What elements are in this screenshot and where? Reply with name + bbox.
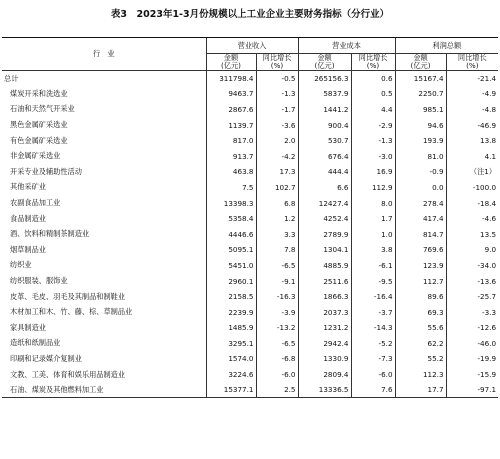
- revenue-growth-cell: 3.3: [256, 226, 298, 242]
- profit-amount-cell: 112.3: [395, 367, 446, 383]
- table-row: [2, 180, 498, 196]
- profit-header: 利润总额: [395, 38, 498, 54]
- profit-amount-cell: 94.6: [395, 117, 446, 133]
- profit-amount-cell: 2250.7: [395, 86, 446, 102]
- cost-growth-cell: 4.4: [351, 102, 395, 118]
- cost-amount-cell: 1231.2: [298, 320, 351, 336]
- cost-growth-cell: 7.6: [351, 382, 395, 398]
- cost-amount-cell: 530.7: [298, 133, 351, 149]
- revenue-growth-cell: -3.9: [256, 304, 298, 320]
- profit-amount-cell: -0.9: [395, 164, 446, 180]
- cost-amount-cell: 2037.3: [298, 304, 351, 320]
- profit-growth-cell: -4.8: [446, 102, 498, 118]
- profit-amount-cell: 112.7: [395, 273, 446, 289]
- revenue-growth-cell: 1.2: [256, 211, 298, 227]
- profit-amount-cell: 55.6: [395, 320, 446, 336]
- industry-name-cell: 开采专业及辅助性活动: [10, 166, 82, 176]
- revenue-amount-cell: 15377.1: [206, 382, 256, 398]
- cost-growth-cell: 112.9: [351, 180, 395, 196]
- profit-amount-cell: 62.2: [395, 336, 446, 352]
- financial-indicators-table: [2, 37, 498, 398]
- revenue-growth-cell: -3.6: [256, 117, 298, 133]
- cost-amount-cell: 6.6: [298, 180, 351, 196]
- profit-growth-cell: -4.6: [446, 211, 498, 227]
- cost-growth-cell: 1.7: [351, 211, 395, 227]
- cost-amount-cell: 676.4: [298, 148, 351, 164]
- industry-name-cell: 总计: [4, 73, 19, 83]
- revenue-growth-header: 同比增长 (%): [256, 54, 298, 71]
- cost-amount-cell: 2809.4: [298, 367, 351, 383]
- cost-growth-cell: 0.5: [351, 86, 395, 102]
- revenue-amount-cell: 1139.7: [206, 117, 256, 133]
- cost-growth-cell: 3.8: [351, 242, 395, 258]
- industry-name-cell: 烟草制品业: [10, 244, 46, 254]
- revenue-growth-cell: -4.2: [256, 148, 298, 164]
- cost-growth-cell: 1.0: [351, 226, 395, 242]
- revenue-growth-cell: -6.0: [256, 367, 298, 383]
- revenue-growth-cell: 6.8: [256, 195, 298, 211]
- cost-growth-cell: -6.0: [351, 367, 395, 383]
- table-row: [2, 382, 498, 398]
- profit-growth-cell: -13.6: [446, 273, 498, 289]
- profit-growth-cell: 9.0: [446, 242, 498, 258]
- table-row: [2, 164, 498, 180]
- cost-amount-cell: 12427.4: [298, 195, 351, 211]
- profit-growth-cell: -100.0: [446, 180, 498, 196]
- revenue-growth-cell: -13.2: [256, 320, 298, 336]
- cost-growth-cell: -14.3: [351, 320, 395, 336]
- profit-amount-cell: 89.6: [395, 289, 446, 305]
- table-row: [2, 258, 498, 274]
- revenue-amount-cell: 311798.4: [206, 71, 256, 87]
- cost-growth-cell: 0.6: [351, 71, 395, 87]
- revenue-amount-cell: 5451.0: [206, 258, 256, 274]
- cost-amount-cell: 2511.6: [298, 273, 351, 289]
- revenue-growth-cell: -6.5: [256, 258, 298, 274]
- industry-name-cell: 其他采矿业: [10, 182, 46, 192]
- industry-name-cell: 纺织服装、服饰业: [10, 276, 68, 286]
- table-row: [2, 289, 498, 305]
- table-row: [2, 86, 498, 102]
- cost-amount-cell: 1330.9: [298, 351, 351, 367]
- cost-growth-cell: -5.2: [351, 336, 395, 352]
- cost-amount-cell: 5837.9: [298, 86, 351, 102]
- cost-amount-header: 金额 (亿元): [298, 54, 351, 71]
- revenue-growth-cell: -9.1: [256, 273, 298, 289]
- profit-growth-cell: -15.9: [446, 367, 498, 383]
- table-title: 表3 2023年1-3月份规模以上工业企业主要财务指标（分行业）: [110, 9, 390, 20]
- revenue-growth-cell: -16.3: [256, 289, 298, 305]
- cost-growth-header: 同比增长 (%): [351, 54, 395, 71]
- table-row: [2, 117, 498, 133]
- profit-growth-cell: -4.9: [446, 86, 498, 102]
- table-row: [2, 211, 498, 227]
- revenue-growth-cell: 17.3: [256, 164, 298, 180]
- cost-amount-cell: 1304.1: [298, 242, 351, 258]
- profit-amount-cell: 769.6: [395, 242, 446, 258]
- profit-growth-cell: -21.4: [446, 71, 498, 87]
- table-row: [2, 71, 498, 87]
- profit-amount-cell: 81.0: [395, 148, 446, 164]
- revenue-header: 营业收入: [206, 38, 298, 54]
- revenue-amount-cell: 2960.1: [206, 273, 256, 289]
- revenue-amount-cell: 817.0: [206, 133, 256, 149]
- revenue-growth-cell: 102.7: [256, 180, 298, 196]
- table-row: [2, 195, 498, 211]
- cost-growth-cell: -7.3: [351, 351, 395, 367]
- revenue-amount-cell: 5095.1: [206, 242, 256, 258]
- table-row: [2, 320, 498, 336]
- profit-amount-cell: 193.9: [395, 133, 446, 149]
- industry-name-cell: 酒、饮料和精制茶制造业: [10, 229, 90, 239]
- profit-amount-cell: 55.2: [395, 351, 446, 367]
- cost-growth-cell: -16.4: [351, 289, 395, 305]
- revenue-amount-cell: 463.8: [206, 164, 256, 180]
- industry-name-cell: 煤炭开采和洗选业: [10, 88, 68, 98]
- revenue-amount-header: 金额 (亿元): [206, 54, 256, 71]
- cost-growth-cell: 8.0: [351, 195, 395, 211]
- industry-name-cell: 黑色金属矿采选业: [10, 120, 68, 130]
- cost-growth-cell: 16.9: [351, 164, 395, 180]
- industry-name-cell: 家具制造业: [10, 322, 46, 332]
- table-row: [2, 351, 498, 367]
- revenue-amount-cell: 1485.9: [206, 320, 256, 336]
- profit-growth-cell: -12.6: [446, 320, 498, 336]
- cost-amount-cell: 444.4: [298, 164, 351, 180]
- industry-name-cell: 食品制造业: [10, 213, 46, 223]
- revenue-growth-cell: -6.8: [256, 351, 298, 367]
- profit-growth-cell: 4.1: [446, 148, 498, 164]
- revenue-amount-cell: 7.5: [206, 180, 256, 196]
- cost-amount-cell: 1441.2: [298, 102, 351, 118]
- revenue-growth-cell: -1.7: [256, 102, 298, 118]
- industry-name-cell: 有色金属矿采选业: [10, 135, 68, 145]
- cost-amount-cell: 2942.4: [298, 336, 351, 352]
- table-body: [2, 71, 498, 398]
- industry-name-cell: 石油、煤炭及其他燃料加工业: [2, 382, 206, 398]
- revenue-amount-cell: 3224.6: [206, 367, 256, 383]
- revenue-growth-cell: -1.3: [256, 86, 298, 102]
- profit-amount-cell: 278.4: [395, 195, 446, 211]
- profit-growth-cell: 13.5: [446, 226, 498, 242]
- profit-growth-cell: -25.7: [446, 289, 498, 305]
- cost-growth-cell: -1.3: [351, 133, 395, 149]
- revenue-amount-cell: 5358.4: [206, 211, 256, 227]
- profit-amount-cell: 985.1: [395, 102, 446, 118]
- industry-name-cell: 木材加工和木、竹、藤、棕、草制品业: [10, 307, 133, 317]
- cost-growth-cell: -3.7: [351, 304, 395, 320]
- table-row: [2, 226, 498, 242]
- profit-growth-cell: -19.9: [446, 351, 498, 367]
- industry-name-cell: 非金属矿采选业: [10, 151, 61, 161]
- industry-name-cell: 印刷和记录媒介复制业: [10, 353, 82, 363]
- profit-amount-cell: 417.4: [395, 211, 446, 227]
- profit-growth-cell: -46.9: [446, 117, 498, 133]
- industry-name-cell: 纺织业: [10, 260, 32, 270]
- industry-name-cell: 农副食品加工业: [10, 198, 61, 208]
- profit-amount-cell: 123.9: [395, 258, 446, 274]
- profit-amount-header: 金额 (亿元): [395, 54, 446, 71]
- table-row: [2, 242, 498, 258]
- revenue-amount-cell: 3295.1: [206, 336, 256, 352]
- revenue-growth-cell: 7.8: [256, 242, 298, 258]
- industry-header: 行 业: [2, 38, 206, 71]
- revenue-amount-cell: 2158.5: [206, 289, 256, 305]
- revenue-growth-cell: -0.5: [256, 71, 298, 87]
- revenue-amount-cell: 2239.9: [206, 304, 256, 320]
- cost-amount-cell: 900.4: [298, 117, 351, 133]
- cost-amount-cell: 265156.3: [298, 71, 351, 87]
- table-row: [2, 304, 498, 320]
- industry-name-cell: 文教、工美、体育和娱乐用品制造业: [10, 369, 126, 379]
- cost-header: 营业成本: [298, 38, 395, 54]
- profit-amount-cell: 15167.4: [395, 71, 446, 87]
- table-row: [2, 367, 498, 383]
- table-row: [2, 148, 498, 164]
- revenue-growth-cell: -6.5: [256, 336, 298, 352]
- profit-growth-cell: -46.0: [446, 336, 498, 352]
- profit-amount-cell: 814.7: [395, 226, 446, 242]
- table-row: [2, 273, 498, 289]
- revenue-amount-cell: 13398.3: [206, 195, 256, 211]
- revenue-growth-cell: 2.0: [256, 133, 298, 149]
- cost-amount-cell: 4885.9: [298, 258, 351, 274]
- profit-growth-header: 同比增长 (%): [446, 54, 498, 71]
- table-row: [2, 102, 498, 118]
- profit-growth-cell: 13.8: [446, 133, 498, 149]
- profit-amount-cell: 0.0: [395, 180, 446, 196]
- cost-growth-cell: -9.5: [351, 273, 395, 289]
- industry-name-cell: 皮革、毛皮、羽毛及其制品和制鞋业: [10, 291, 126, 301]
- cost-growth-cell: -6.1: [351, 258, 395, 274]
- header-row-groups: [2, 38, 498, 54]
- cost-amount-cell: 13336.5: [298, 382, 351, 398]
- profit-growth-cell: -34.0: [446, 258, 498, 274]
- cost-amount-cell: 1866.3: [298, 289, 351, 305]
- revenue-amount-cell: 9463.7: [206, 86, 256, 102]
- cost-growth-cell: -3.0: [351, 148, 395, 164]
- profit-amount-cell: 69.3: [395, 304, 446, 320]
- revenue-amount-cell: 2867.6: [206, 102, 256, 118]
- profit-growth-cell: -97.1: [446, 382, 498, 398]
- profit-growth-cell: （注1）: [446, 164, 498, 180]
- industry-name-cell: 石油和天然气开采业: [10, 104, 75, 114]
- revenue-growth-cell: 2.5: [256, 382, 298, 398]
- profit-growth-cell: -18.4: [446, 195, 498, 211]
- revenue-amount-cell: 4446.6: [206, 226, 256, 242]
- table-row: [2, 133, 498, 149]
- profit-growth-cell: -3.3: [446, 304, 498, 320]
- cost-amount-cell: 4252.4: [298, 211, 351, 227]
- table-row: [2, 336, 498, 352]
- industry-name-cell: 造纸和纸制品业: [10, 338, 61, 348]
- revenue-amount-cell: 1574.0: [206, 351, 256, 367]
- cost-amount-cell: 2789.9: [298, 226, 351, 242]
- profit-amount-cell: 17.7: [395, 382, 446, 398]
- cost-growth-cell: -2.9: [351, 117, 395, 133]
- revenue-amount-cell: 913.7: [206, 148, 256, 164]
